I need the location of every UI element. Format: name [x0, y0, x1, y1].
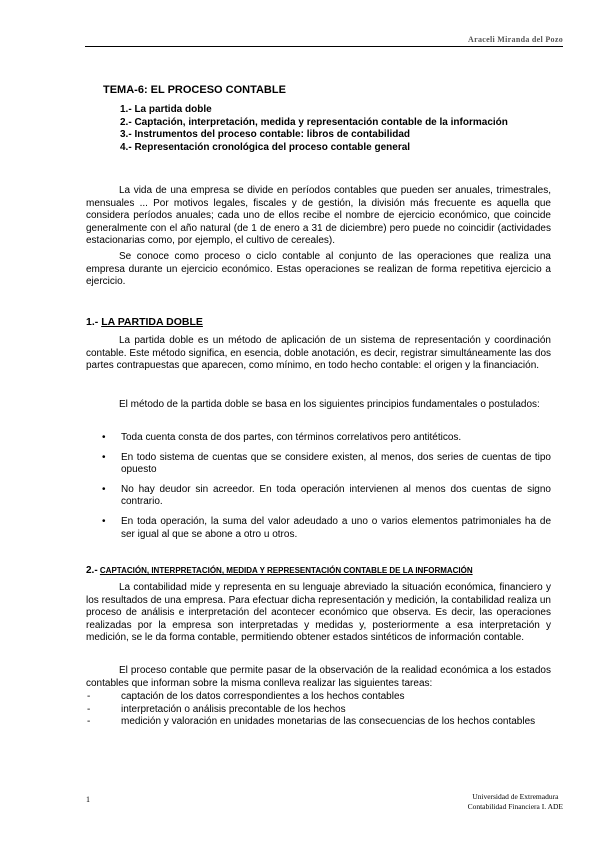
list-item — [86, 704, 551, 717]
section-2-number: 2.- — [86, 565, 98, 576]
section-1-title: LA PARTIDA DOBLE — [101, 316, 203, 328]
section-2-heading — [86, 565, 473, 576]
bullet-icon: • — [102, 483, 106, 495]
section-2-text-2: El proceso contable que permite pasar de la observación de la realidad económica a los estados contables que informan sobre la misma conlleva realizar las siguientes tareas: — [86, 665, 551, 689]
task-text: interpretación o análisis precontable de los hechos — [121, 703, 346, 715]
section-2-text-1: La contabilidad mide y representa en su lenguaje abreviado la situación económica, financiero y los resultados de una empresa. Para efectuar dicha representación y medición, la contabilidad realiza un proceso de análisis e interpretación del acontecer económico que observa. Es decir, las operaciones realizadas por la empresa son interpretadas y medidas y, posteriormente a esa interpretación y medición, se le da forma contable, permitiendo obtener estados sintéticos de información contable. — [86, 582, 551, 644]
intro-paragraph-1 — [86, 185, 551, 248]
section-1-paragraph-1 — [86, 335, 551, 373]
principle-text: No hay deudor sin acreedor. En toda operación intervienen al menos dos cuentas de signo contrario. — [121, 483, 551, 508]
list-item — [86, 516, 551, 541]
section-2-paragraph-1 — [86, 582, 551, 645]
section-1-text-1: La partida doble es un método de aplicación de un sistema de representación y coordinación contable. Este método significa, en esencia, doble anotación, es decir, registrar simultáneamente las dos partes contrapuestas que aparecen, como mínimo, en todo hecho contable: el origen y la financiación. — [86, 335, 551, 372]
task-text: captación de los datos correspondientes a los hechos contables — [121, 691, 405, 702]
footer-university: Universidad de Extremadura — [472, 792, 559, 801]
footer-course: Contabilidad Financiera I. ADE — [467, 802, 563, 811]
section-1-paragraph-2 — [86, 399, 551, 412]
bullet-icon: • — [102, 432, 106, 443]
intro-text-1: La vida de una empresa se divide en períodos contables que pueden ser anuales, trimestrales, mensuales ... Por motivos legales, fiscales y de gestión, la división más frecuente es aquella que considera períodos anuales; cada uno de ellos recibe el nombre de ejercicio económico, que coincide generalmente con el año natural (de 1 de enero a 31 de diciembre) pero puede no coincidir (actividades estacionarias como, por ejemplo, el cultivo de cereales). — [86, 185, 551, 247]
toc-item: 1.- La partida doble — [120, 104, 212, 115]
list-item — [86, 432, 551, 445]
tasks-list — [86, 691, 551, 729]
dash-marker: - — [87, 691, 91, 702]
section-1-heading — [86, 316, 203, 328]
list-item — [86, 691, 551, 704]
intro-text-2: Se conoce como proceso o ciclo contable al conjunto de las operaciones que realiza una empresa durante un ejercicio económico. Estas operaciones se realizan de forma repetitiva ejercicio a ejercicio. — [86, 251, 551, 288]
toc-item: 3.- Instrumentos del proceso contable: libros de contabilidad — [120, 129, 411, 141]
page-title: TEMA-6: EL PROCESO CONTABLE — [103, 84, 286, 96]
principle-text: En toda operación, la suma del valor adeudado a uno o varios elementos patrimoniales ha de ser igual al que se abone a otro u otros. — [121, 515, 551, 540]
principle-text: Toda cuenta consta de dos partes, con términos correlativos pero antitéticos. — [121, 432, 462, 443]
header-author: Araceli Miranda del Pozo — [468, 35, 563, 44]
header-rule — [85, 46, 563, 47]
footer-info — [468, 792, 563, 812]
toc-item: 4.- Representación cronológica del proceso contable general — [120, 141, 411, 153]
section-1-number: 1.- — [86, 316, 99, 328]
dash-marker: - — [87, 716, 91, 728]
principles-list — [86, 432, 551, 541]
list-item — [86, 716, 551, 729]
toc-item: 2.- Captación, interpretación, medida y representación contable de la información — [120, 116, 508, 128]
dash-marker: - — [87, 703, 91, 715]
section-1-text-2: El método de la partida doble se basa en los siguientes principios fundamentales o postulados: — [119, 399, 540, 410]
section-2-paragraph-2 — [86, 665, 551, 690]
list-item — [86, 452, 551, 477]
list-item — [86, 484, 551, 509]
table-of-contents — [120, 104, 508, 154]
page-number: 1 — [86, 795, 90, 804]
bullet-icon: • — [102, 451, 106, 463]
bullet-icon: • — [102, 515, 106, 527]
section-2-title: CAPTACIÓN, INTERPRETACIÓN, MEDIDA Y REPRESENTACIÓN CONTABLE DE LA INFORMACIÓN — [99, 566, 473, 575]
task-text: medición y valoración en unidades monetarias de las consecuencias de los hechos contables — [121, 716, 536, 728]
intro-paragraph-2 — [86, 251, 551, 289]
principle-text: En todo sistema de cuentas que se considere existen, al menos, dos series de cuentas de tipo opuesto — [121, 451, 551, 476]
